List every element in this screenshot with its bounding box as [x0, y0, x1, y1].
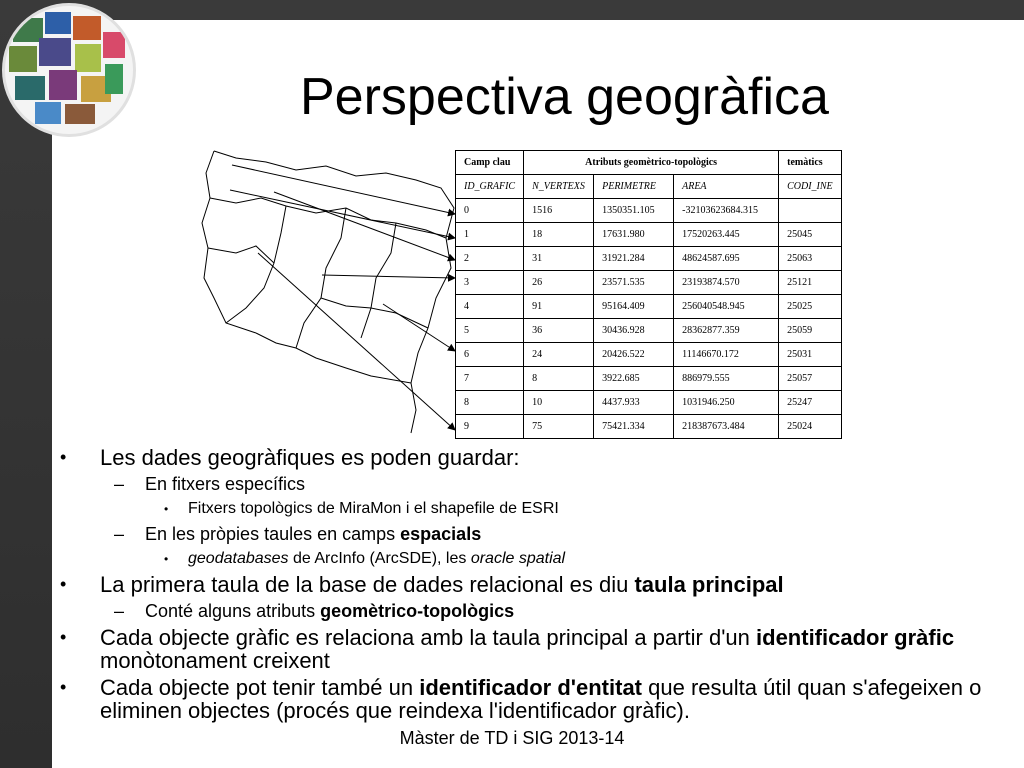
link-arrow [383, 304, 455, 351]
table-cell: 1 [456, 223, 524, 247]
table-row [456, 343, 842, 367]
table-cell: 886979.555 [674, 367, 779, 391]
bullet-text: que resulta útil quan s'afegeixen o eliminen objectes (procés que reindexa l'identificador gràfic). [100, 675, 982, 723]
map-polygon-boundary [296, 208, 346, 348]
table-cell: 25025 [779, 295, 842, 319]
link-arrow [274, 192, 455, 260]
bullet-italic-text: geodatabases [188, 550, 289, 567]
table-column-header: N_VERTEXS [524, 175, 594, 199]
table-cell [779, 199, 842, 223]
table-cell: 20426.522 [594, 343, 674, 367]
table-row [456, 415, 842, 439]
table-cell: 75421.334 [594, 415, 674, 439]
sub-bullet-item [58, 601, 1018, 622]
table-column-header: CODI_INE [779, 175, 842, 199]
table-cell: -32103623684.315 [674, 199, 779, 223]
table-cell: 9 [456, 415, 524, 439]
table-row [456, 247, 842, 271]
table-cell: 7 [456, 367, 524, 391]
table-column-header: AREA [674, 175, 779, 199]
bullet-bold-text: identificador gràfic [756, 625, 955, 650]
table-cell: 3922.685 [594, 367, 674, 391]
slide-title: Perspectiva geogràfica [300, 68, 829, 126]
table-cell: 30436.928 [594, 319, 674, 343]
table-cell: 25057 [779, 367, 842, 391]
table-cell: 25024 [779, 415, 842, 439]
table-cell: 1516 [524, 199, 594, 223]
table-cell: 28362877.359 [674, 319, 779, 343]
table-cell: 5 [456, 319, 524, 343]
bullet-bold-text: identificador d'entitat [419, 675, 643, 700]
dash-marker: – [114, 524, 125, 544]
table-column-header: PERIMETRE [594, 175, 674, 199]
table-cell: 1350351.105 [594, 199, 674, 223]
map-collage-logo-icon [2, 3, 136, 137]
bullet-item [58, 676, 1018, 722]
bullet-marker: • [60, 574, 67, 594]
table-cell: 1031946.250 [674, 391, 779, 415]
top-band [0, 0, 1024, 20]
link-arrow [258, 253, 455, 430]
table-cell: 26 [524, 271, 594, 295]
table-cell: 25247 [779, 391, 842, 415]
bullet-marker: • [164, 552, 169, 566]
bullet-marker: • [60, 677, 67, 697]
table-row [456, 199, 842, 223]
sub-sub-bullet-item [58, 549, 1018, 569]
sub-sub-bullet-item [58, 499, 1018, 519]
bullet-item [58, 573, 1018, 596]
table-cell: 25031 [779, 343, 842, 367]
table-cell: 4 [456, 295, 524, 319]
table-cell: 10 [524, 391, 594, 415]
table-row [456, 223, 842, 247]
table-cell: 18 [524, 223, 594, 247]
bullet-marker: • [60, 447, 67, 467]
bullet-list [58, 442, 1018, 722]
table-group-header: Atributs geomètrico-topològics [524, 151, 779, 175]
table-cell: 0 [456, 199, 524, 223]
bullet-item [58, 446, 1018, 469]
bullet-text: Cada objecte pot tenir també un [100, 675, 420, 700]
attribute-table [455, 150, 842, 439]
table-cell: 3 [456, 271, 524, 295]
bullet-text: monòtonament creixent [100, 648, 330, 673]
bullet-text: En fitxers específics [145, 474, 306, 494]
table-cell: 8 [524, 367, 594, 391]
table-cell: 17520263.445 [674, 223, 779, 247]
table-cell: 2 [456, 247, 524, 271]
table-cell: 23193874.570 [674, 271, 779, 295]
bullet-text: Conté alguns atributs [145, 601, 321, 621]
bullet-marker: • [60, 627, 67, 647]
map-polygon-boundary [226, 206, 286, 323]
table-cell: 218387673.484 [674, 415, 779, 439]
table-cell: 95164.409 [594, 295, 674, 319]
map-polygon-boundary [214, 151, 454, 433]
table-row [456, 367, 842, 391]
table-cell: 25045 [779, 223, 842, 247]
dash-marker: – [114, 474, 125, 494]
table-cell: 31 [524, 247, 594, 271]
bullet-text: En les pròpies taules en camps [145, 524, 401, 544]
dash-marker: – [114, 601, 125, 621]
slide-footer: Màster de TD i SIG 2013-14 [399, 728, 625, 748]
table-column-header: ID_GRAFIC [456, 175, 524, 199]
table-row [456, 295, 842, 319]
table-row [456, 271, 842, 295]
bullet-text: Les dades geogràfiques es poden guardar: [100, 445, 520, 470]
table-group-header: Camp clau [456, 151, 524, 175]
table-cell: 256040548.945 [674, 295, 779, 319]
table-cell: 4437.933 [594, 391, 674, 415]
table-cell: 6 [456, 343, 524, 367]
map-polygon-boundary [208, 246, 274, 263]
table-row [456, 319, 842, 343]
bullet-italic-text: oracle spatial [470, 550, 566, 567]
table-group-header: temàtics [779, 151, 842, 175]
table-cell: 25063 [779, 247, 842, 271]
sub-bullet-item [58, 474, 1018, 495]
bullet-text: Cada objecte gràfic es relaciona amb la taula principal a partir d'un [100, 625, 757, 650]
bullet-text: La primera taula de la base de dades relacional es diu [100, 572, 635, 597]
link-arrow [322, 275, 455, 278]
table-cell: 11146670.172 [674, 343, 779, 367]
map-outline-diagram [196, 148, 460, 438]
table-cell: 48624587.695 [674, 247, 779, 271]
map-polygon-boundary [361, 223, 396, 338]
bullet-text: Fitxers topològics de MiraMon i el shapefile de ESRI [188, 500, 559, 517]
table-cell: 8 [456, 391, 524, 415]
bullet-text: de ArcInfo (ArcSDE), les [288, 550, 471, 567]
table-cell: 24 [524, 343, 594, 367]
table-cell: 17631.980 [594, 223, 674, 247]
table-cell: 25121 [779, 271, 842, 295]
bullet-bold-text: espacials [400, 524, 482, 544]
map-polygon-boundary [256, 333, 411, 383]
sub-bullet-item [58, 524, 1018, 545]
table-cell: 31921.284 [594, 247, 674, 271]
table-cell: 91 [524, 295, 594, 319]
bullet-bold-text: geomètrico-topològics [320, 601, 515, 621]
table-cell: 23571.535 [594, 271, 674, 295]
table-row [456, 391, 842, 415]
table-cell: 36 [524, 319, 594, 343]
bullet-bold-text: taula principal [634, 572, 784, 597]
table-cell: 75 [524, 415, 594, 439]
table-cell: 25059 [779, 319, 842, 343]
bullet-item [58, 626, 1018, 672]
bullet-marker: • [164, 502, 169, 516]
